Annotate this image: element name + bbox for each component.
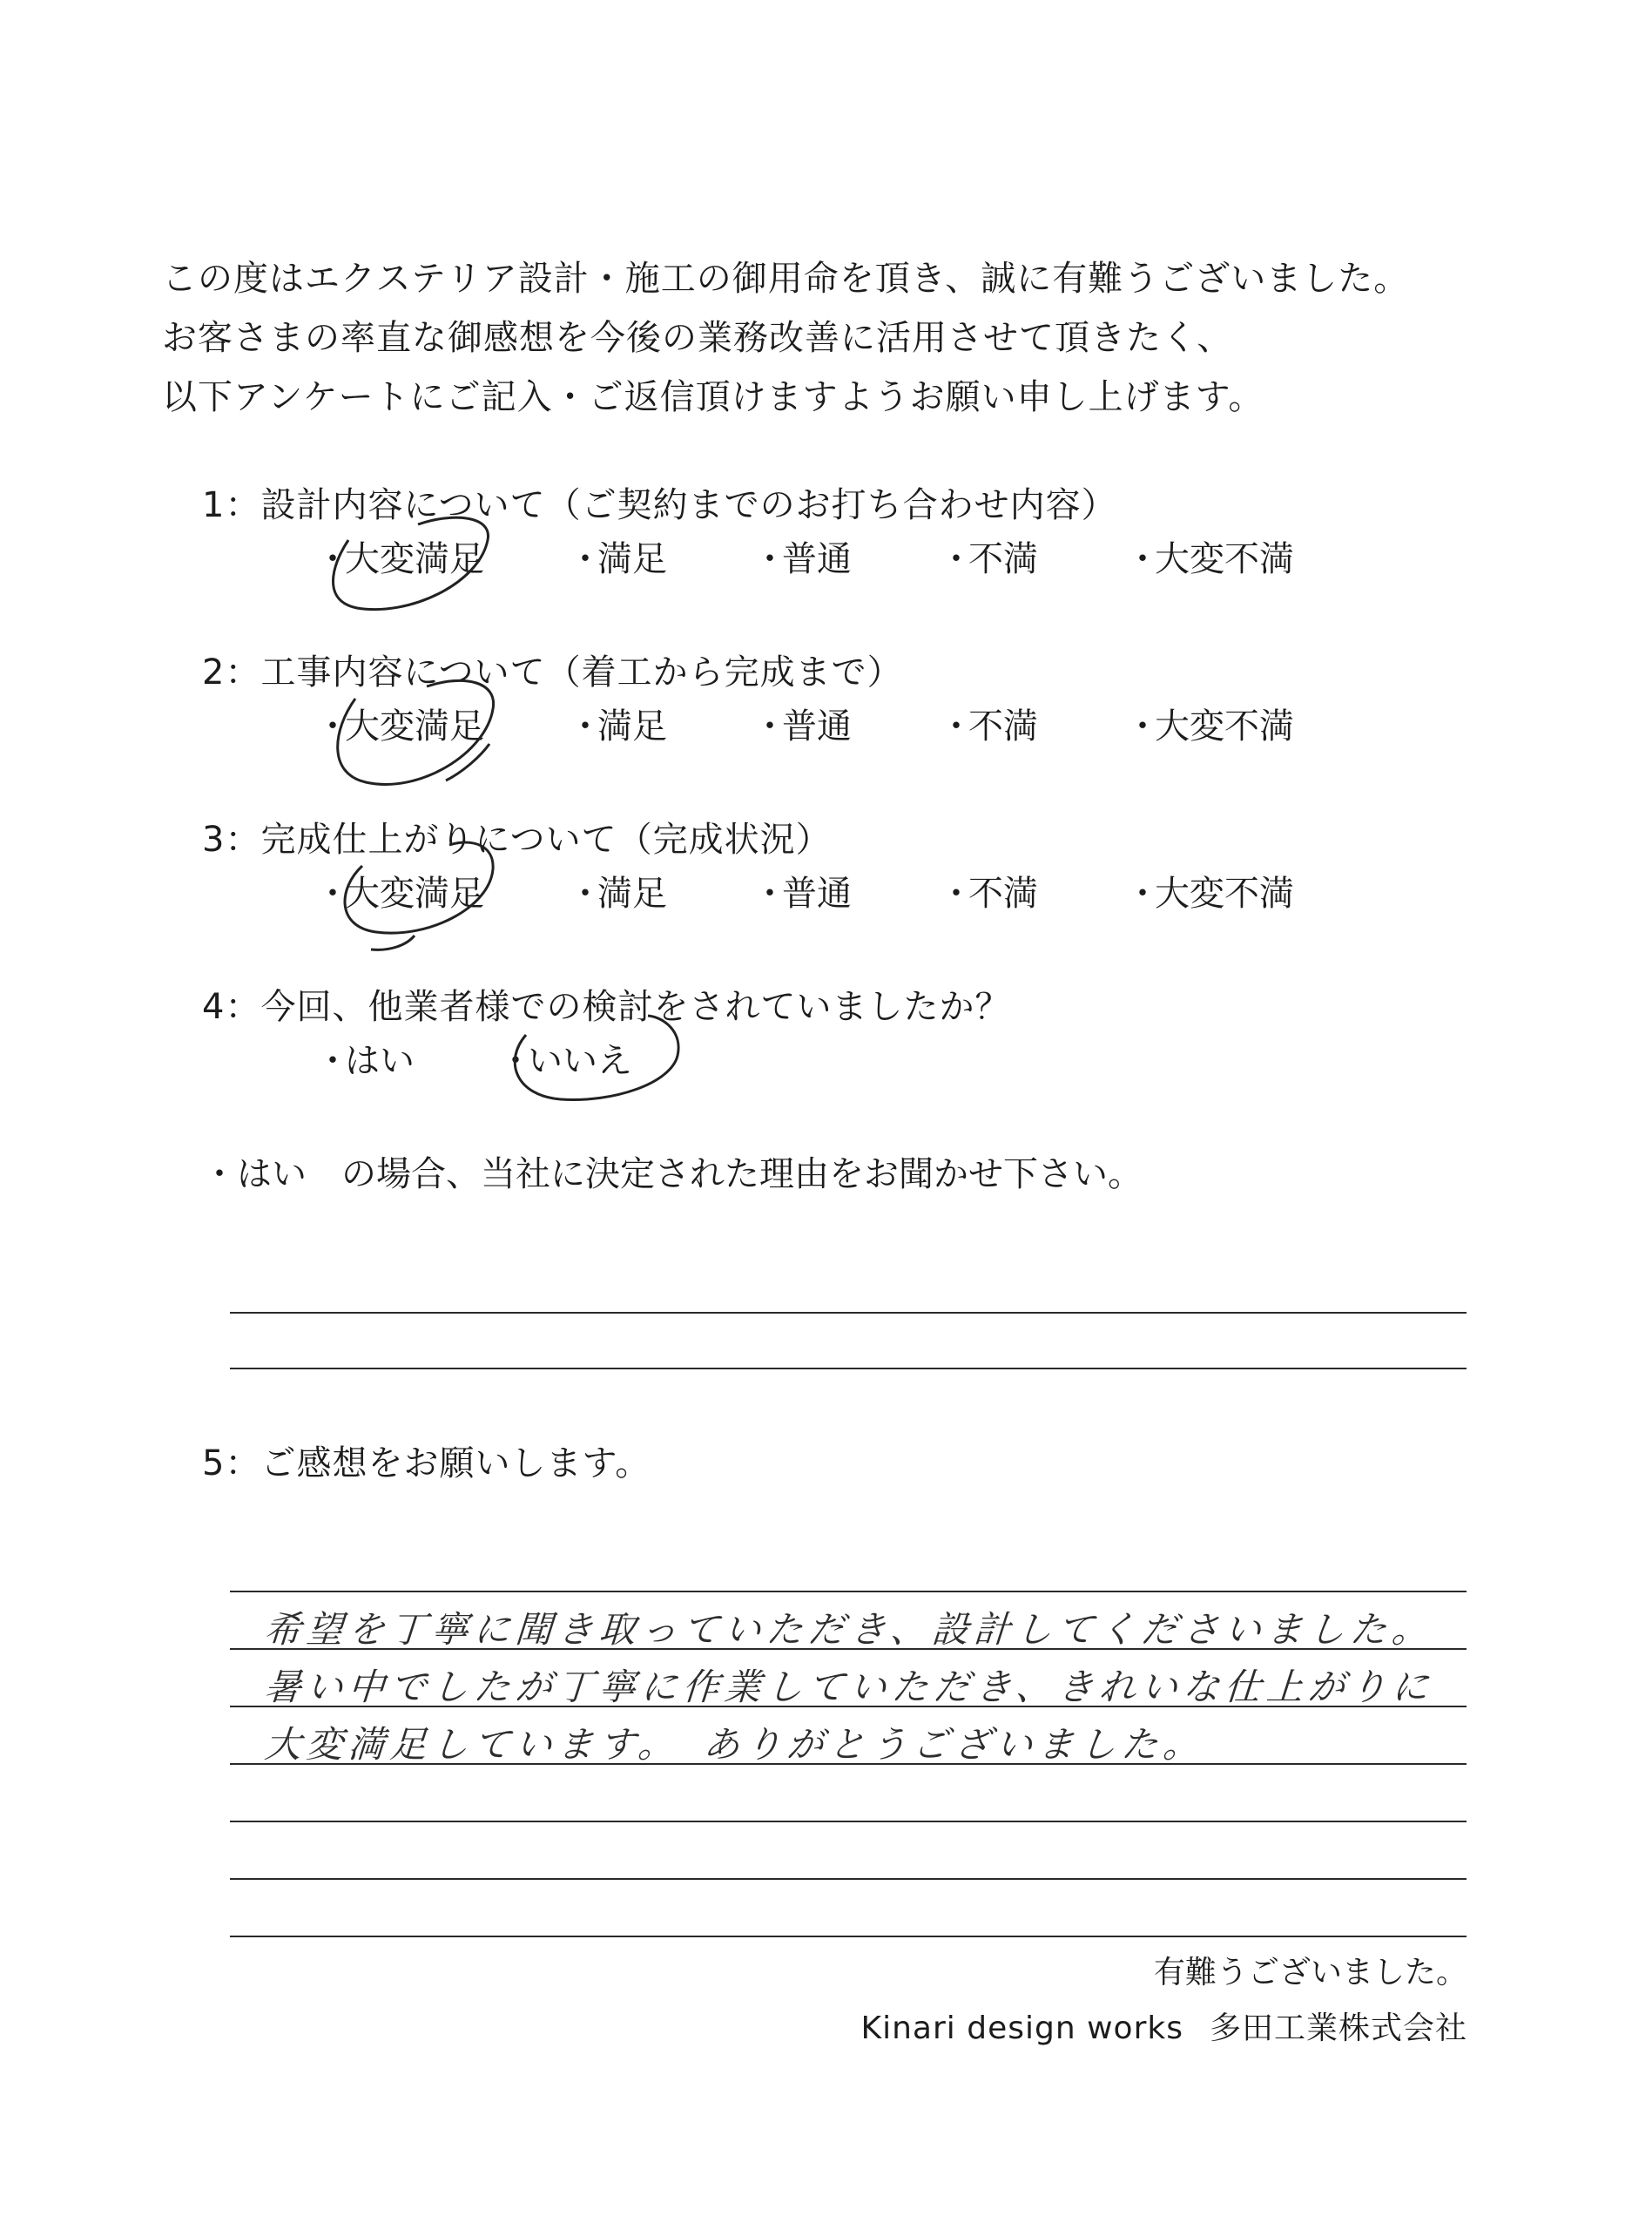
option-dissatisfied[interactable]: ・不満 xyxy=(939,874,1038,914)
comment-line[interactable] xyxy=(230,1878,1467,1880)
comment-line[interactable] xyxy=(230,1591,1467,1592)
question-3 xyxy=(202,815,1508,922)
answer-options xyxy=(202,535,1508,587)
option-dissatisfied[interactable]: ・不満 xyxy=(939,706,1038,747)
option-very-dissatisfied[interactable]: ・大変不満 xyxy=(1125,706,1294,747)
answer-line[interactable] xyxy=(230,1312,1467,1314)
intro-line: この度はエクステリア設計・施工の御用命を頂き、誠に有難うございました。 xyxy=(162,259,1410,299)
intro-line: お客さまの率直な御感想を今後の業務改善に活用させて頂きたく、 xyxy=(162,318,1233,358)
question-title: 2：工事内容について（着工から完成まで） xyxy=(202,652,903,693)
question-1 xyxy=(202,481,1508,587)
option-very-satisfied[interactable]: ・大変満足 xyxy=(315,706,484,747)
company-name: 多田工業株式会社 xyxy=(1209,2010,1467,2046)
closing-thanks: 有難うございました。 xyxy=(1153,1955,1467,1990)
option-very-satisfied[interactable]: ・大変満足 xyxy=(315,539,484,579)
option-satisfied[interactable]: ・満足 xyxy=(568,706,667,747)
answer-options xyxy=(202,869,1508,922)
reason-prompt: ・はい の場合、当社に決定された理由をお聞かせ下さい。 xyxy=(202,1154,1143,1194)
answer-line[interactable] xyxy=(230,1368,1467,1369)
option-no[interactable]: ・いいえ xyxy=(498,1041,632,1081)
intro-text xyxy=(162,249,1486,427)
option-neutral[interactable]: ・普通 xyxy=(752,874,852,914)
handwritten-comment-line: 大変満足しています。 ありがとうございました。 xyxy=(263,1723,1207,1766)
handwritten-comment-line: 希望を丁寧に聞き取っていただき、設計してくださいました。 xyxy=(263,1608,1435,1651)
question-title: 1：設計内容について（ご契約までのお打ち合わせ内容） xyxy=(202,485,1117,525)
question-title: 4：今回、他業者様での検討をされていましたか？ xyxy=(202,987,1011,1027)
option-yes[interactable]: ・はい xyxy=(315,1041,415,1081)
comment-prompt: 5：ご感想をお願いします。 xyxy=(202,1443,651,1483)
question-2 xyxy=(202,648,1508,754)
option-neutral[interactable]: ・普通 xyxy=(752,706,852,747)
question-4 xyxy=(202,983,1508,1089)
comment-line[interactable] xyxy=(230,1936,1467,1937)
intro-line: 以下アンケートにご記入・ご返信頂けますようお願い申し上げます。 xyxy=(162,377,1264,417)
handwritten-comment-line: 暑い中でしたが丁寧に作業していただき、きれいな仕上がりに xyxy=(263,1666,1435,1708)
company-signature xyxy=(861,2007,1468,2051)
option-very-dissatisfied[interactable]: ・大変不満 xyxy=(1125,874,1294,914)
question-title: 3：完成仕上がりについて（完成状況） xyxy=(202,820,832,860)
answer-options xyxy=(202,1037,1508,1089)
comment-line[interactable] xyxy=(230,1821,1467,1822)
option-satisfied[interactable]: ・満足 xyxy=(568,874,667,914)
company-brand: Kinari design works xyxy=(860,2010,1183,2046)
option-very-dissatisfied[interactable]: ・大変不満 xyxy=(1125,539,1294,579)
option-satisfied[interactable]: ・満足 xyxy=(568,539,667,579)
answer-options xyxy=(202,702,1508,754)
option-very-satisfied[interactable]: ・大変満足 xyxy=(315,874,484,914)
option-neutral[interactable]: ・普通 xyxy=(752,539,852,579)
option-dissatisfied[interactable]: ・不満 xyxy=(939,539,1038,579)
